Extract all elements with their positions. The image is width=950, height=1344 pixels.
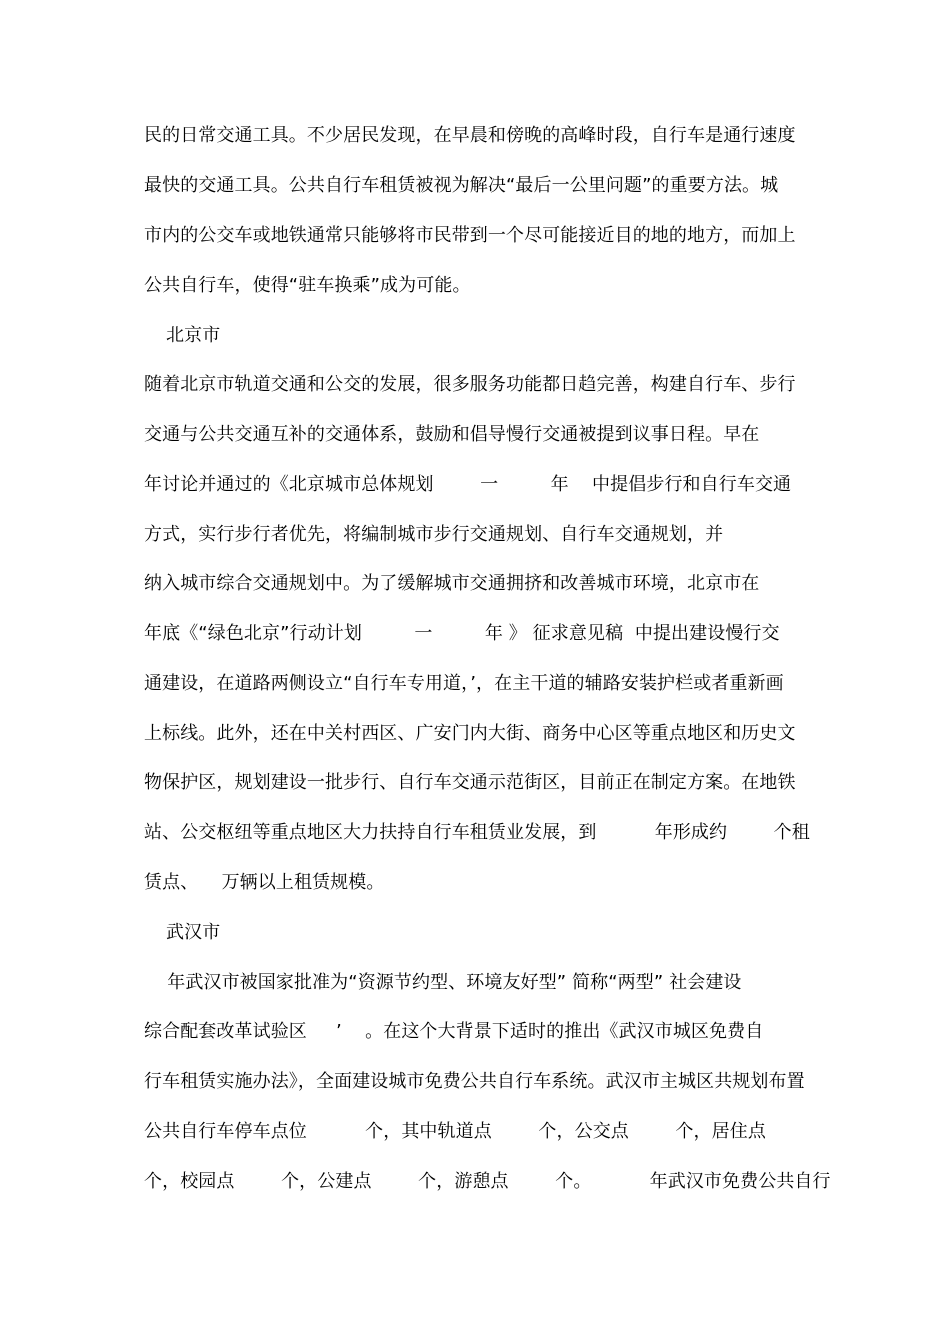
paragraph-line: 民的日常交通工具。不少居民发现，在早晨和傍晚的高峰时段，自行车是通行速度 bbox=[144, 125, 796, 146]
paragraph-line: 年底《“绿色北京”行动计划 一 年 》 征求意见稿 中提出建设慢行交 bbox=[144, 623, 780, 644]
paragraph-line: 赁点、 万辆以上租赁规模。 bbox=[144, 872, 385, 893]
paragraph-line: 最快的交通工具。公共自行车租赁被视为解决“最后一公里问题”的重要方法。城 bbox=[144, 175, 779, 196]
paragraph-line: 个，校园点 个，公建点 个，游憩点 个。 年武汉市免费公共自行 bbox=[144, 1171, 831, 1192]
paragraph-line: 随着北京市轨道交通和公交的发展，很多服务功能都日趋完善，构建自行车、步行 bbox=[144, 374, 796, 395]
paragraph-line: 公共自行车停车点位 个，其中轨道点 个，公交点 个，居住点 bbox=[144, 1121, 766, 1142]
paragraph-line: 公共自行车，使得“驻车换乘”成为可能。 bbox=[144, 275, 471, 296]
paragraph-line: 纳入城市综合交通规划中。为了缓解城市交通拥挤和改善城市环境，北京市在 bbox=[144, 573, 760, 594]
paragraph-line: 行车租赁实施办法》，全面建设城市免费公共自行车系统。武汉市主城区共规划布置 bbox=[144, 1071, 805, 1092]
paragraph-line: 上标线。此外，还在中关村西区、广安门内大街、商务中心区等重点地区和历史文 bbox=[144, 723, 796, 744]
paragraph-line: 年武汉市被国家批准为“资源节约型、环境友好型” 简称“两型” 社会建设 bbox=[144, 972, 742, 993]
paragraph-line: 物保护区，规划建设一批步行、自行车交通示范街区，目前正在制定方案。在地铁 bbox=[144, 772, 796, 793]
section-heading-wuhan: 武汉市 bbox=[166, 922, 221, 943]
paragraph-line: 通建设，在道路两侧设立“自行车专用道，’，在主干道的辅路安装护栏或者重新画 bbox=[144, 673, 784, 694]
paragraph-line: 综合配套改革试验区 ’ 。在这个大背景下适时的推出《武汉市城区免费自 bbox=[144, 1021, 764, 1042]
paragraph-line: 年讨论并通过的《北京城市总体规划 一 年 中提倡步行和自行车交通 bbox=[144, 474, 792, 495]
paragraph-line: 交通与公共交通互补的交通体系，鼓励和倡导慢行交通被提到议事日程。早在 bbox=[144, 424, 760, 445]
paragraph-line: 方式，实行步行者优先，将编制城市步行交通规划、自行车交通规划，并 bbox=[144, 524, 724, 545]
paragraph-line: 站、公交枢纽等重点地区大力扶持自行车租赁业发展，到 年形成约 个租 bbox=[144, 822, 810, 843]
section-heading-beijing: 北京市 bbox=[166, 325, 221, 346]
paragraph-line: 市内的公交车或地铁通常只能够将市民带到一个尽可能接近目的地的地方，而加上 bbox=[144, 225, 796, 246]
